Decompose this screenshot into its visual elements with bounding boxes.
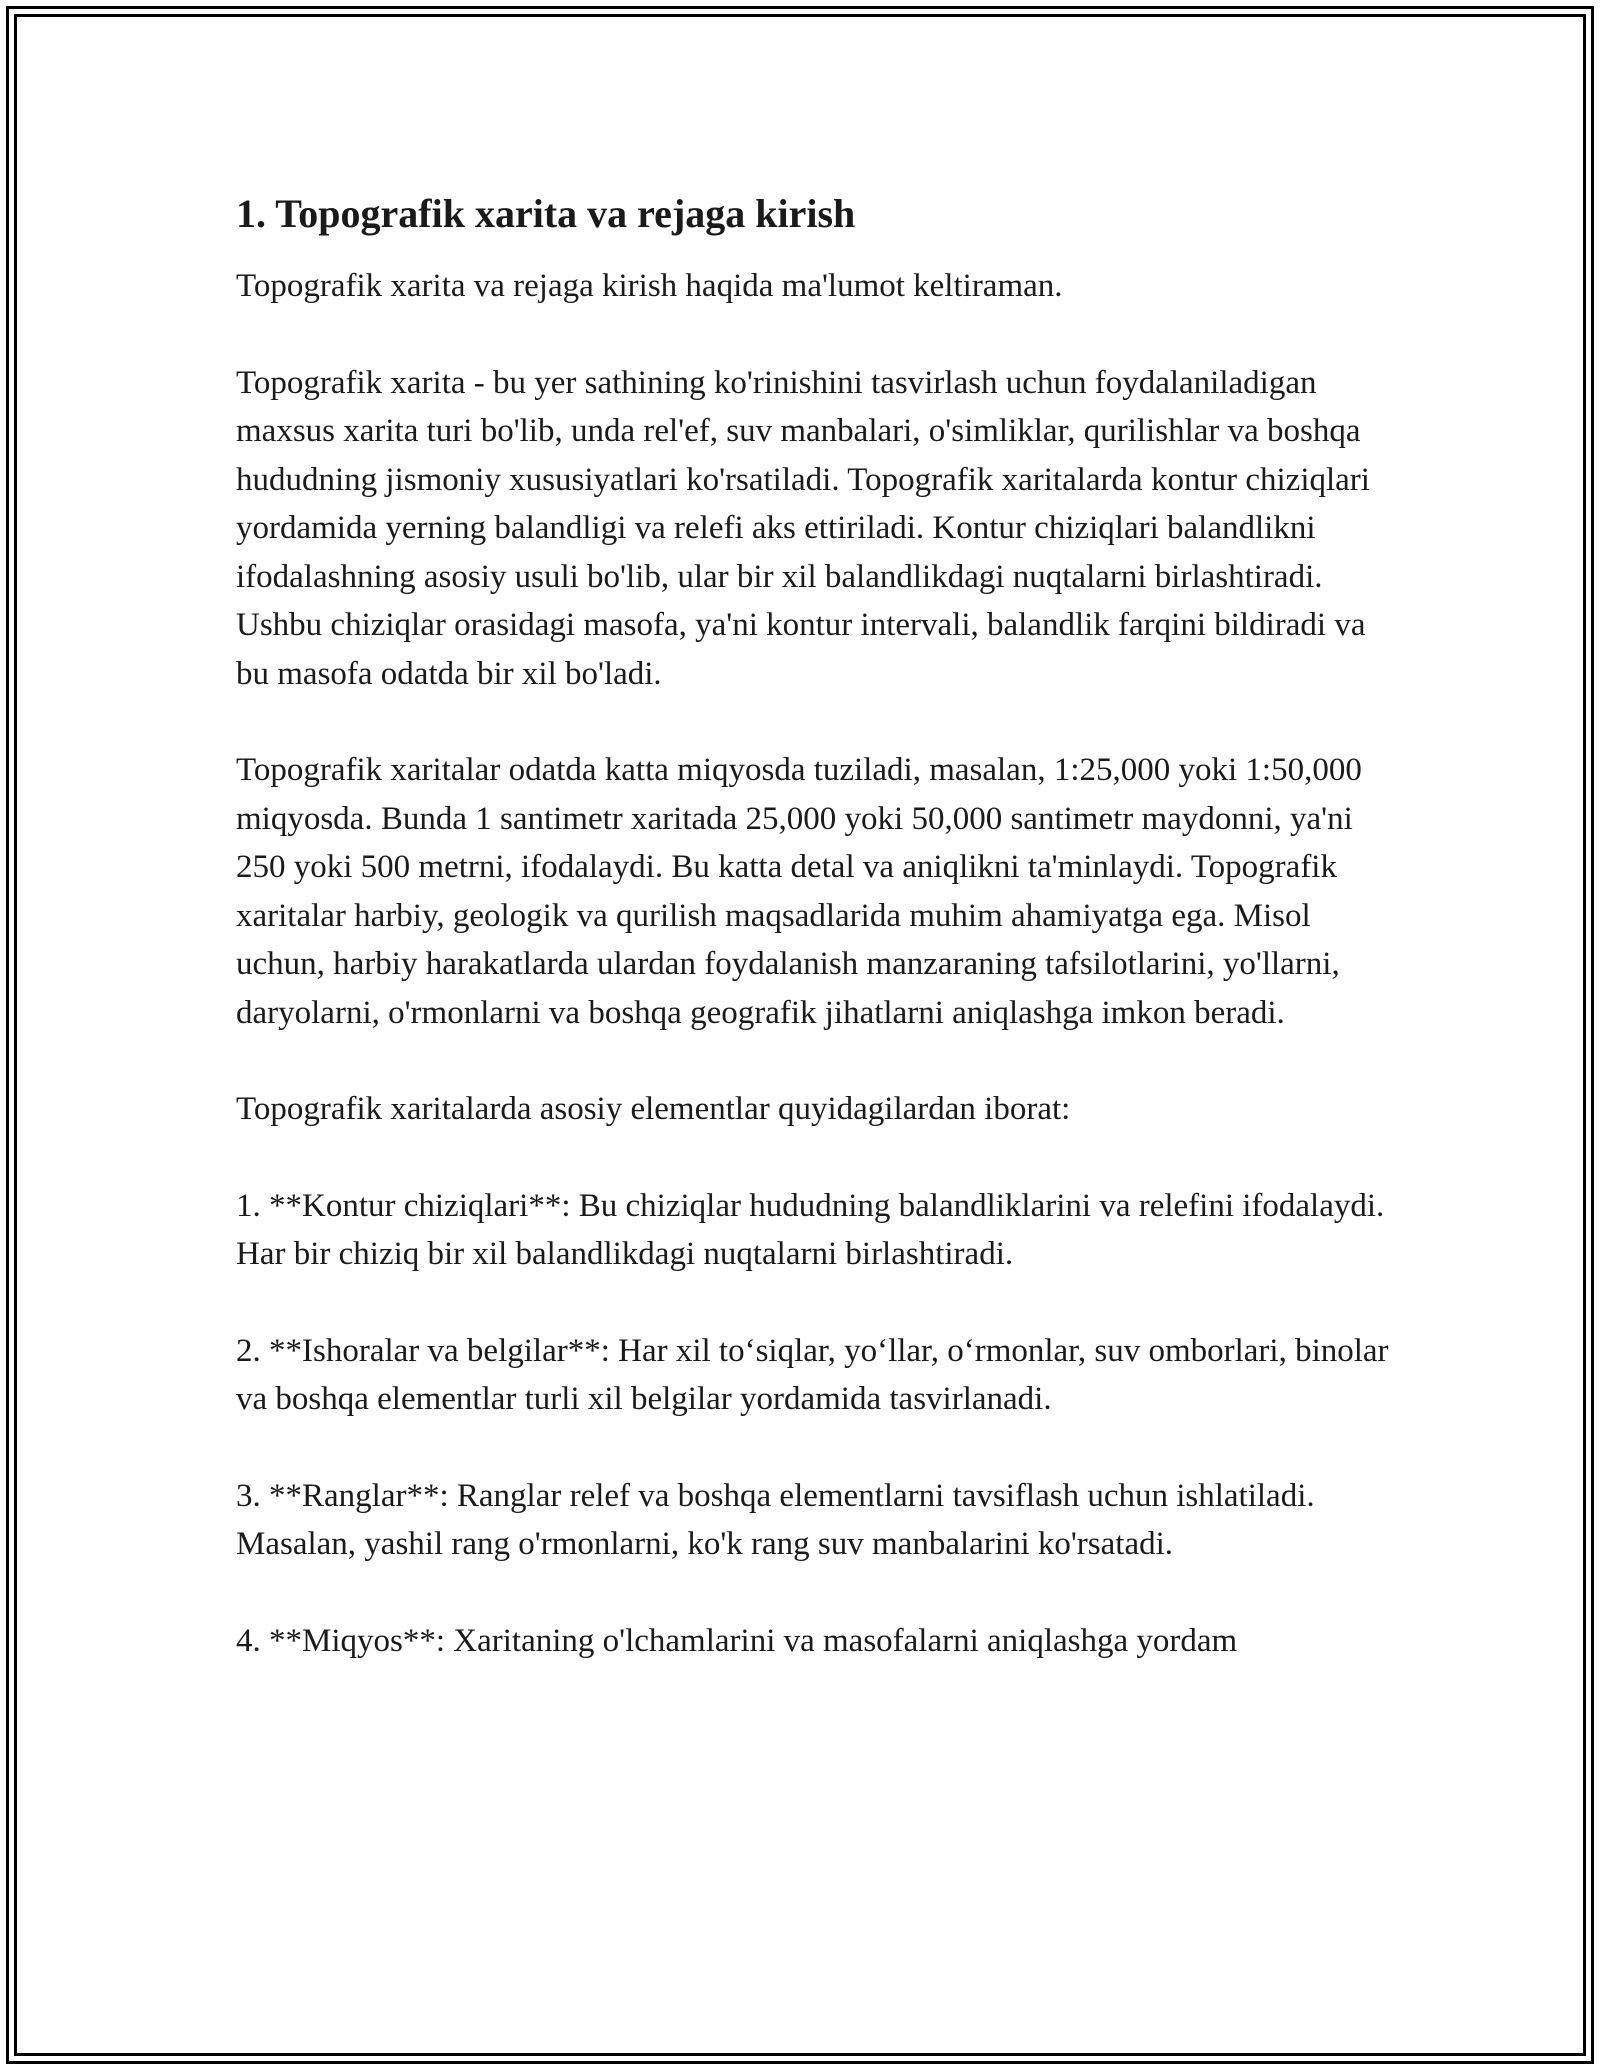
- list-item-scale: 4. **Miqyos**: Xaritaning o'lchamlarini va masofalarni aniqlashga yordam: [236, 1622, 1238, 1659]
- list-item-contour-lines: 1. **Kontur chiziqlari**: Bu chiziqlar hududning balandliklarini va relefini ifodalaydi. Har bir chiziq bir xil balandlikdagi nuqtalarni birlashtiradi.: [236, 1187, 1385, 1272]
- intro-paragraph: Topografik xarita va rejaga kirish haqida ma'lumot keltiraman.: [236, 268, 1063, 304]
- document-title: 1. Topografik xarita va rejaga kirish: [236, 191, 856, 236]
- definition-paragraph: Topografik xarita - bu yer sathining ko'rinishini tasvirlash uchun foydalaniladigan maxsus xarita turi bo'lib, unda rel'ef, suv manbalari, o'simliklar, qurilishlar va boshqa hududning jismoniy xususiyatlari ko'rsatiladi. Topografik xaritalarda kontur chiziqlari yordamida yerning balandligi va relefi aks ettiriladi. Kontur chiziqlari balandlikni ifodalashning asosiy usuli bo'lib, ular bir xil balandlikdagi nuqtalarni birlashtiradi. Ushbu chiziqlar orasidagi masofa, ya'ni kontur intervali, balandlik farqini bildiradi va bu masofa odatda bir xil bo'ladi.: [236, 364, 1370, 692]
- scale-paragraph: Topografik xaritalar odatda katta miqyosda tuziladi, masalan, 1:25,000 yoki 1:50,000 miqyosda. Bunda 1 santimetr xaritada 25,000 yoki 50,000 santimetr maydonni, ya'ni 250 yoki 500 metrni, ifodalaydi. Bu katta detal va aniqlikni ta'minlaydi. Topografik xaritalar harbiy, geologik va qurilish maqsadlarida muhim ahamiyatga ega. Misol uchun, harbiy harakatlarda ulardan foydalanish manzaraning tafsilotlarini, yo'llarni, daryolarni, o'rmonlarni va boshqa geografik jihatlarni aniqlashga imkon beradi.: [236, 752, 1362, 1031]
- list-item-signs: 2. **Ishoralar va belgilar**: Har xil to‘siqlar, yo‘llar, o‘rmonlar, suv omborlari, binolar va boshqa elementlar turli xil belgilar yordamida tasvirlanadi.: [236, 1332, 1389, 1417]
- list-item-colors: 3. **Ranglar**: Ranglar relef va boshqa elementlarni tavsiflash uchun ishlatiladi. Masalan, yashil rang o'rmonlarni, ko'k rang suv manbalarini ko'rsatadi.: [236, 1477, 1315, 1562]
- document-body: [236, 186, 1396, 1665]
- elements-intro-paragraph: Topografik xaritalarda asosiy elementlar quyidagilardan iborat:: [236, 1091, 1071, 1127]
